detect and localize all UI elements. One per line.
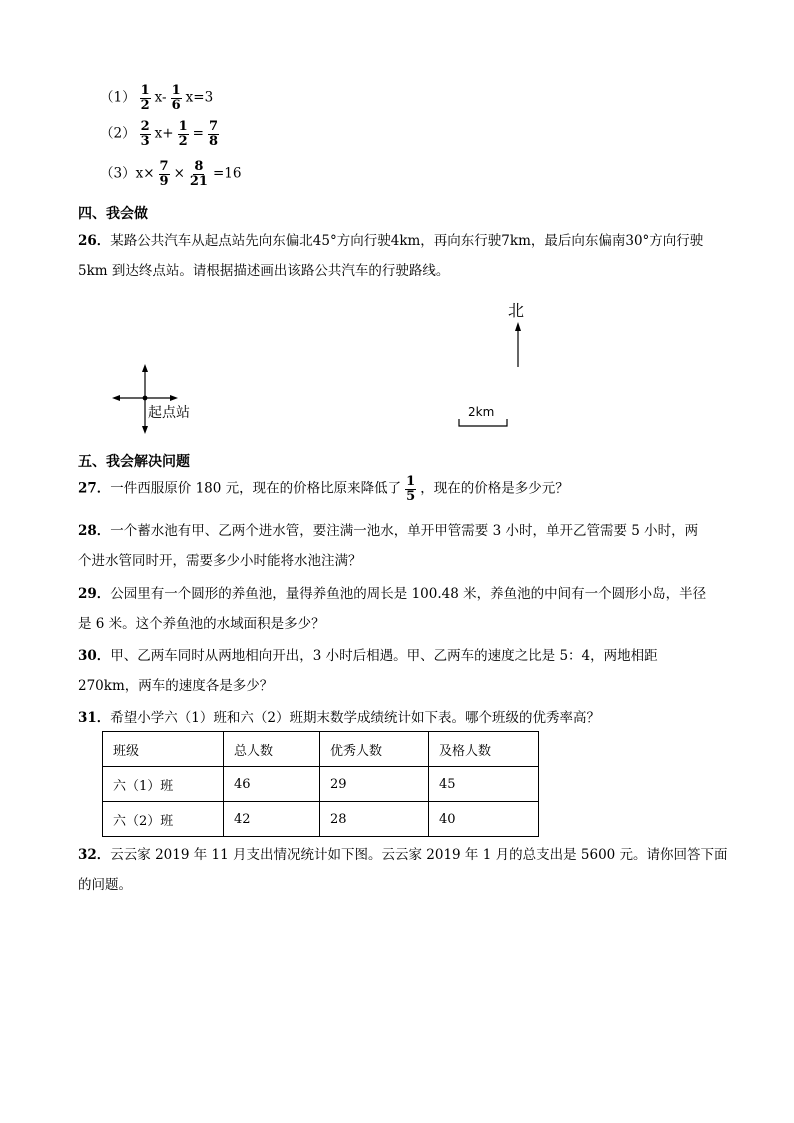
question-28-line-2: 个进水管同时开，需要多少小时能将水池注满？ <box>78 553 362 569</box>
start-label: 起点站 <box>148 405 190 421</box>
score-table <box>102 731 539 837</box>
equation-3-suffix: =16 <box>212 165 242 182</box>
fraction: $\frac{1}{2}$ <box>140 83 150 113</box>
table-header-cell: 优秀人数 <box>320 732 429 767</box>
fraction: $\frac{7}{8}$ <box>208 119 218 149</box>
equation-3-prefix: （3）x× <box>100 165 155 182</box>
table-cell: 六（1）班 <box>103 767 224 802</box>
table-header-cell: 总人数 <box>224 732 320 767</box>
equation-1-suffix: x=3 <box>185 89 214 106</box>
equation-1 <box>100 84 213 112</box>
start-point-crosshair <box>110 364 180 434</box>
question-text: 一个蓄水池有甲、乙两个进水管，要注满一池水，单开甲管需要 3 小时，单开乙管需要 5 小时，两 <box>110 523 699 539</box>
question-number: 32． <box>78 847 111 863</box>
question-number: 29． <box>78 586 111 602</box>
fraction: $\frac{1}{6}$ <box>171 83 181 113</box>
table-header-row <box>103 732 539 767</box>
fraction: $\frac{1}{2}$ <box>178 119 188 149</box>
question-text: 一件西服原价 180 元，现在的价格比原来降低了 <box>110 480 402 497</box>
north-arrow <box>510 320 526 370</box>
table-cell: 42 <box>224 802 320 837</box>
question-number: 27． <box>78 480 111 497</box>
table-cell: 46 <box>224 767 320 802</box>
equation-2 <box>100 120 223 148</box>
equation-2-operator: x+ <box>154 125 174 142</box>
fraction: $\frac{7}{9}$ <box>159 159 169 189</box>
question-26-line-2: 5km 到达终点站。请根据描述画出该路公共汽车的行驶路线。 <box>78 263 450 279</box>
table-cell: 28 <box>320 802 429 837</box>
table-row <box>103 802 539 837</box>
question-30-line-2: 270km，两车的速度各是多少？ <box>78 678 274 694</box>
north-label: 北 <box>508 301 525 320</box>
question-26-line-1 <box>78 229 703 249</box>
equation-1-operator: x- <box>154 89 167 106</box>
question-text: 云云家 2019 年 11 月支出情况统计如下图。云云家 2019 年 1 月的总支出是 5600 元。请你回答下面 <box>110 847 728 863</box>
equation-2-equals: = <box>192 125 204 142</box>
equation-1-prefix: （1） <box>100 89 136 106</box>
section-4-title: 四、我会做 <box>78 206 148 222</box>
scale-label: 2km <box>468 405 495 419</box>
table-row <box>103 767 539 802</box>
question-number: 28． <box>78 523 111 539</box>
question-number: 31． <box>78 710 111 726</box>
question-32-line-2: 的问题。 <box>78 877 132 893</box>
equation-3-operator: × <box>173 165 185 182</box>
question-32-line-1 <box>78 843 728 863</box>
table-header-cell: 班级 <box>103 732 224 767</box>
equation-2-prefix: （2） <box>100 125 136 142</box>
section-5-title: 五、我会解决问题 <box>78 454 190 470</box>
fraction: $\frac{2}{3}$ <box>140 119 150 149</box>
question-text: 希望小学六（1）班和六（2）班期末数学成绩统计如下表。哪个班级的优秀率高？ <box>110 710 600 726</box>
question-text: 甲、乙两车同时从两地相向开出，3 小时后相遇。甲、乙两车的速度之比是 5：4，两地相距 <box>110 648 658 664</box>
question-number: 26． <box>78 233 111 249</box>
question-27 <box>78 475 569 503</box>
question-30-line-1 <box>78 644 658 664</box>
table-cell: 40 <box>429 802 539 837</box>
question-29-line-2: 是 6 米。这个养鱼池的水域面积是多少？ <box>78 616 325 632</box>
scale-bar <box>458 418 510 428</box>
table-cell: 29 <box>320 767 429 802</box>
question-31 <box>78 706 600 726</box>
equation-3 <box>100 160 241 188</box>
question-number: 30． <box>78 648 111 664</box>
fraction: $\frac{1}{5}$ <box>406 474 416 504</box>
table-cell: 六（2）班 <box>103 802 224 837</box>
question-text: 某路公共汽车从起点站先向东偏北45°方向行驶4km，再向东行驶7km，最后向东偏南30°方向行驶 <box>110 233 704 249</box>
fraction: $\frac{8}{21}$ <box>189 159 208 189</box>
question-29-line-1 <box>78 582 706 602</box>
table-header-cell: 及格人数 <box>429 732 539 767</box>
question-text-after: ，现在的价格是多少元？ <box>420 480 569 497</box>
question-text: 公园里有一个圆形的养鱼池，量得养鱼池的周长是 100.48 米，养鱼池的中间有一个圆形小岛，半径 <box>110 586 707 602</box>
question-28-line-1 <box>78 519 698 539</box>
table-cell: 45 <box>429 767 539 802</box>
